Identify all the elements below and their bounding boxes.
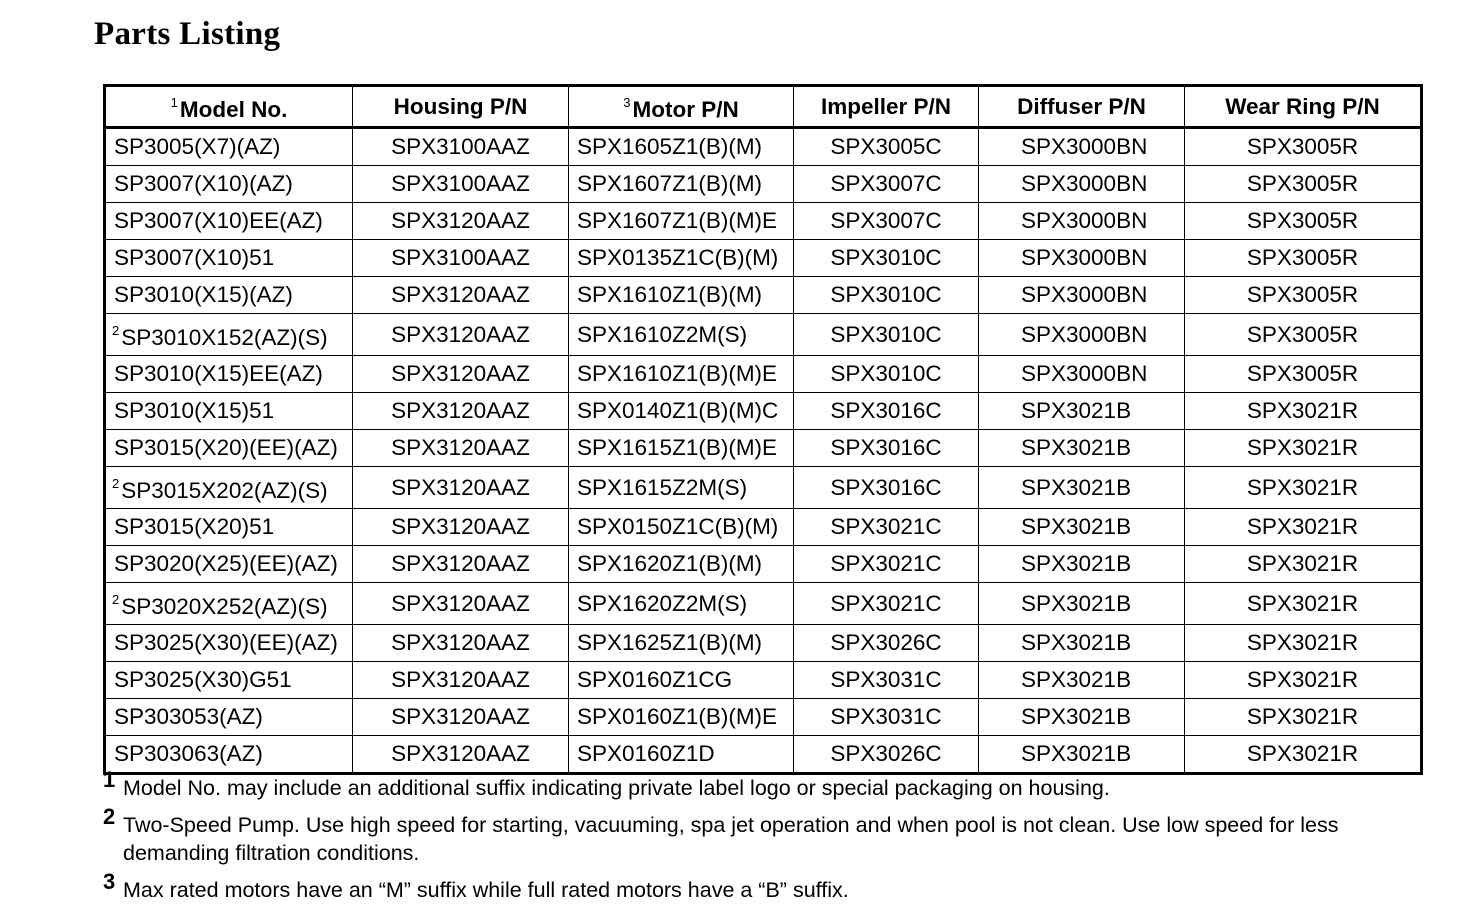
cell-impeller [794,509,979,546]
table-row [105,166,1422,203]
footnote-number: 3 [103,869,116,894]
cell-housing [353,393,569,430]
cell-text: SPX3026C [830,630,942,655]
cell-model [105,430,353,467]
cell-motor [569,128,794,166]
cell-diffuser [979,583,1185,625]
cell-housing [353,699,569,736]
cell-diffuser [979,509,1185,546]
cell-diffuser [979,467,1185,509]
cell-housing [353,277,569,314]
cell-text: SPX3000BN [1021,321,1148,347]
cell-housing [353,546,569,583]
footnotes [103,767,1353,913]
cell-diffuser [979,277,1185,314]
cell-diffuser [979,662,1185,699]
cell-text: SPX3005R [1246,282,1359,307]
cell-text: SPX0150Z1C(B)(M) [577,514,779,539]
cell-text: SPX3000BN [1021,282,1148,307]
cell-text: SPX3021R [1246,514,1359,539]
cell-model [105,467,353,509]
cell-text: SP3007(X10)51 [114,245,275,270]
cell-impeller [794,546,979,583]
cell-text: SPX3120AAZ [391,667,530,692]
cell-wear-ring [1185,430,1422,467]
cell-text: SPX3000BN [1021,171,1148,196]
cell-text: SPX3120AAZ [391,704,530,729]
cell-impeller [794,699,979,736]
cell-wear-ring [1185,240,1422,277]
footnote-number: 2 [103,804,116,829]
cell-model [105,583,353,625]
cell-motor [569,625,794,662]
cell-text: SPX3010C [830,361,942,386]
cell-motor [569,736,794,774]
page-title: Parts Listing [94,16,281,52]
cell-model [105,277,353,314]
cell-text: SPX3005C [830,134,942,159]
footnote-text: Max rated motors have an “M” suffix while full rated motors have a “B” suffix. [123,878,849,902]
cell-text: SPX1607Z1(B)(M)E [577,208,778,233]
cell-text: SPX3120AAZ [391,551,530,576]
cell-housing [353,166,569,203]
cell-text: SP3015X202(AZ)(S) [121,478,328,503]
cell-text: SPX3031C [830,704,942,729]
cell-text: SPX0160Z1(B)(M)E [577,704,778,729]
cell-text: SPX3021R [1246,398,1359,423]
cell-wear-ring [1185,356,1422,393]
cell-text: SP3025(X30)(EE)(AZ) [114,630,338,655]
cell-text: SPX3021C [830,590,942,616]
column-header [569,86,794,128]
cell-text: SPX3021R [1246,551,1359,576]
cell-text: SPX3100AAZ [391,171,530,196]
cell-housing [353,625,569,662]
footnote [103,767,1353,802]
cell-model [105,509,353,546]
table-row [105,662,1422,699]
cell-text: SPX0140Z1(B)(M)C [577,398,779,423]
cell-wear-ring [1185,662,1422,699]
cell-motor [569,583,794,625]
column-header [794,86,979,128]
cell-impeller [794,583,979,625]
cell-wear-ring [1185,277,1422,314]
cell-wear-ring [1185,128,1422,166]
table-row [105,467,1422,509]
cell-text: SP3010(X15)EE(AZ) [114,361,323,386]
cell-text: SPX3021B [1021,630,1132,655]
cell-diffuser [979,203,1185,240]
cell-text: SPX3021C [830,514,942,539]
cell-housing [353,128,569,166]
parts-table-body [105,128,1422,774]
cell-wear-ring [1185,314,1422,356]
cell-text: SPX3007C [830,208,942,233]
cell-text: SP3015(X20)51 [114,514,275,539]
cell-text: SPX1625Z1(B)(M) [577,630,763,655]
cell-text: SP303053(AZ) [114,704,263,729]
cell-text: SPX3021R [1246,741,1359,766]
footnote [103,869,1353,904]
cell-text: SPX3120AAZ [391,282,530,307]
cell-wear-ring [1185,166,1422,203]
cell-motor [569,240,794,277]
cell-motor [569,430,794,467]
cell-model [105,699,353,736]
cell-impeller [794,625,979,662]
footnote-marker: 2 [112,323,120,338]
cell-model [105,393,353,430]
cell-text: SPX3021R [1246,474,1359,500]
column-header [105,86,353,128]
table-row [105,625,1422,662]
cell-text: SPX3021R [1246,704,1359,729]
cell-impeller [794,736,979,774]
cell-impeller [794,393,979,430]
cell-text: SPX3016C [830,398,942,423]
cell-wear-ring [1185,546,1422,583]
cell-diffuser [979,699,1185,736]
column-header [1185,86,1422,128]
cell-text: SPX0135Z1C(B)(M) [577,245,779,270]
cell-motor [569,203,794,240]
table-row [105,699,1422,736]
column-header-label: Impeller P/N [820,93,952,119]
cell-model [105,356,353,393]
cell-housing [353,203,569,240]
cell-impeller [794,467,979,509]
cell-text: SPX3031C [830,667,942,692]
cell-model [105,662,353,699]
footnote-number: 1 [103,767,116,792]
cell-housing [353,662,569,699]
cell-housing [353,314,569,356]
cell-text: SPX3021B [1021,551,1132,576]
cell-wear-ring [1185,467,1422,509]
cell-text: SPX3005R [1246,321,1359,347]
cell-model [105,736,353,774]
cell-text: SPX0160Z1CG [577,667,733,692]
cell-text: SPX3021B [1021,590,1132,616]
cell-model [105,240,353,277]
cell-text: SPX3120AAZ [391,741,530,766]
cell-housing [353,356,569,393]
cell-text: SPX3010C [830,321,942,347]
table-row [105,583,1422,625]
cell-housing [353,430,569,467]
cell-housing [353,467,569,509]
table-row [105,546,1422,583]
cell-text: SPX3021B [1021,667,1132,692]
cell-text: SPX3026C [830,741,942,766]
cell-diffuser [979,736,1185,774]
cell-wear-ring [1185,203,1422,240]
cell-text: SP3025(X30)G51 [114,667,292,692]
cell-text: SPX3021B [1021,398,1132,423]
cell-text: SPX3120AAZ [391,435,530,460]
cell-text: SP3010(X15)(AZ) [114,282,293,307]
cell-wear-ring [1185,625,1422,662]
cell-diffuser [979,166,1185,203]
cell-text: SP303063(AZ) [114,741,263,766]
cell-text: SPX3120AAZ [391,208,530,233]
cell-text: SPX3016C [830,435,942,460]
cell-text: SPX3007C [830,171,942,196]
cell-wear-ring [1185,699,1422,736]
cell-text: SP3015(X20)(EE)(AZ) [114,435,338,460]
table-row [105,430,1422,467]
cell-model [105,625,353,662]
cell-model [105,546,353,583]
cell-housing [353,509,569,546]
cell-text: SP3010(X15)51 [114,398,275,423]
cell-wear-ring [1185,583,1422,625]
cell-text: SPX3000BN [1021,361,1148,386]
column-header-label: Wear Ring P/N [1225,93,1380,119]
cell-motor [569,546,794,583]
cell-text: SPX3005R [1246,361,1359,386]
column-header [353,86,569,128]
cell-text: SPX3010C [830,245,942,270]
cell-diffuser [979,356,1185,393]
cell-text: SPX3021B [1021,514,1132,539]
cell-text: SPX3021C [830,551,942,576]
footnote-text: Two-Speed Pump. Use high speed for starting, vacuuming, spa jet operation and when pool is not clean. Use low speed for less demanding filtration conditions. [123,813,1339,865]
cell-impeller [794,240,979,277]
cell-text: SPX3000BN [1021,134,1148,159]
cell-wear-ring [1185,509,1422,546]
cell-wear-ring [1185,393,1422,430]
column-header-label: Housing P/N [393,93,528,119]
table-row [105,356,1422,393]
cell-text: SPX3005R [1246,134,1359,159]
cell-text: SPX3005R [1246,245,1359,270]
cell-housing [353,736,569,774]
footnote [103,804,1353,867]
footnote-marker: 2 [112,592,120,607]
cell-text: SPX3120AAZ [391,474,530,500]
cell-text: SP3007(X10)EE(AZ) [114,208,323,233]
column-header-label: Motor P/N [632,97,739,122]
cell-diffuser [979,128,1185,166]
cell-text: SPX3021B [1021,704,1132,729]
table-row [105,736,1422,774]
cell-impeller [794,203,979,240]
cell-model [105,314,353,356]
cell-text: SPX1620Z1(B)(M) [577,551,763,576]
cell-motor [569,699,794,736]
cell-text: SPX1610Z1(B)(M) [577,282,763,307]
cell-diffuser [979,430,1185,467]
cell-housing [353,583,569,625]
table-row [105,203,1422,240]
cell-text: SPX3120AAZ [391,321,530,347]
cell-housing [353,240,569,277]
footnote-marker: 3 [623,95,631,110]
cell-text: SPX3120AAZ [391,361,530,386]
column-header [979,86,1185,128]
header-row [105,86,1422,128]
column-header-label: Diffuser P/N [1017,93,1146,119]
cell-motor [569,509,794,546]
cell-motor [569,166,794,203]
parts-table [103,84,1423,775]
cell-text: SPX1615Z2M(S) [577,474,748,500]
cell-text: SPX3100AAZ [391,245,530,270]
cell-text: SP3007(X10)(AZ) [114,171,293,196]
cell-text: SPX3005R [1246,171,1359,196]
cell-text: SP3020X252(AZ)(S) [121,594,328,619]
cell-impeller [794,314,979,356]
column-header-label: Model No. [179,97,288,122]
cell-model [105,128,353,166]
cell-text: SPX3005R [1246,208,1359,233]
cell-motor [569,662,794,699]
cell-text: SPX3120AAZ [391,630,530,655]
cell-diffuser [979,314,1185,356]
cell-text: SP3020(X25)(EE)(AZ) [114,551,338,576]
cell-impeller [794,662,979,699]
cell-diffuser [979,625,1185,662]
cell-text: SPX3021B [1021,474,1132,500]
cell-text: SPX3021B [1021,741,1132,766]
cell-text: SPX3021R [1246,667,1359,692]
cell-text: SP3010X152(AZ)(S) [121,325,328,350]
cell-text: SPX3021R [1246,435,1359,460]
cell-motor [569,314,794,356]
table-row [105,277,1422,314]
table-row [105,128,1422,166]
cell-impeller [794,277,979,314]
cell-text: SPX3120AAZ [391,590,530,616]
cell-motor [569,467,794,509]
table-row [105,314,1422,356]
cell-wear-ring [1185,736,1422,774]
cell-text: SPX3120AAZ [391,514,530,539]
table-row [105,509,1422,546]
cell-model [105,166,353,203]
table-row [105,393,1422,430]
cell-motor [569,277,794,314]
cell-text: SPX3100AAZ [391,134,530,159]
cell-text: SPX3021R [1246,590,1359,616]
footnote-marker: 1 [170,95,178,110]
cell-text: SP3005(X7)(AZ) [114,134,281,159]
cell-text: SPX3000BN [1021,208,1148,233]
cell-text: SPX3021R [1246,630,1359,655]
cell-text: SPX1605Z1(B)(M) [577,134,763,159]
cell-impeller [794,128,979,166]
footnote-marker: 2 [112,476,120,491]
cell-text: SPX1615Z1(B)(M)E [577,435,778,460]
cell-text: SPX0160Z1D [577,741,715,766]
cell-motor [569,393,794,430]
cell-text: SPX3021B [1021,435,1132,460]
cell-text: SPX3000BN [1021,245,1148,270]
footnote-text: Model No. may include an additional suffix indicating private label logo or special packaging on housing. [123,776,1110,800]
cell-text: SPX1610Z1(B)(M)E [577,361,778,386]
cell-diffuser [979,546,1185,583]
cell-text: SPX3010C [830,282,942,307]
cell-model [105,203,353,240]
cell-text: SPX1607Z1(B)(M) [577,171,763,196]
cell-text: SPX3120AAZ [391,398,530,423]
cell-impeller [794,430,979,467]
cell-text: SPX1620Z2M(S) [577,590,748,616]
cell-motor [569,356,794,393]
cell-diffuser [979,393,1185,430]
cell-text: SPX3016C [830,474,942,500]
cell-impeller [794,166,979,203]
table-row [105,240,1422,277]
cell-text: SPX1610Z2M(S) [577,321,748,347]
cell-impeller [794,356,979,393]
cell-diffuser [979,240,1185,277]
